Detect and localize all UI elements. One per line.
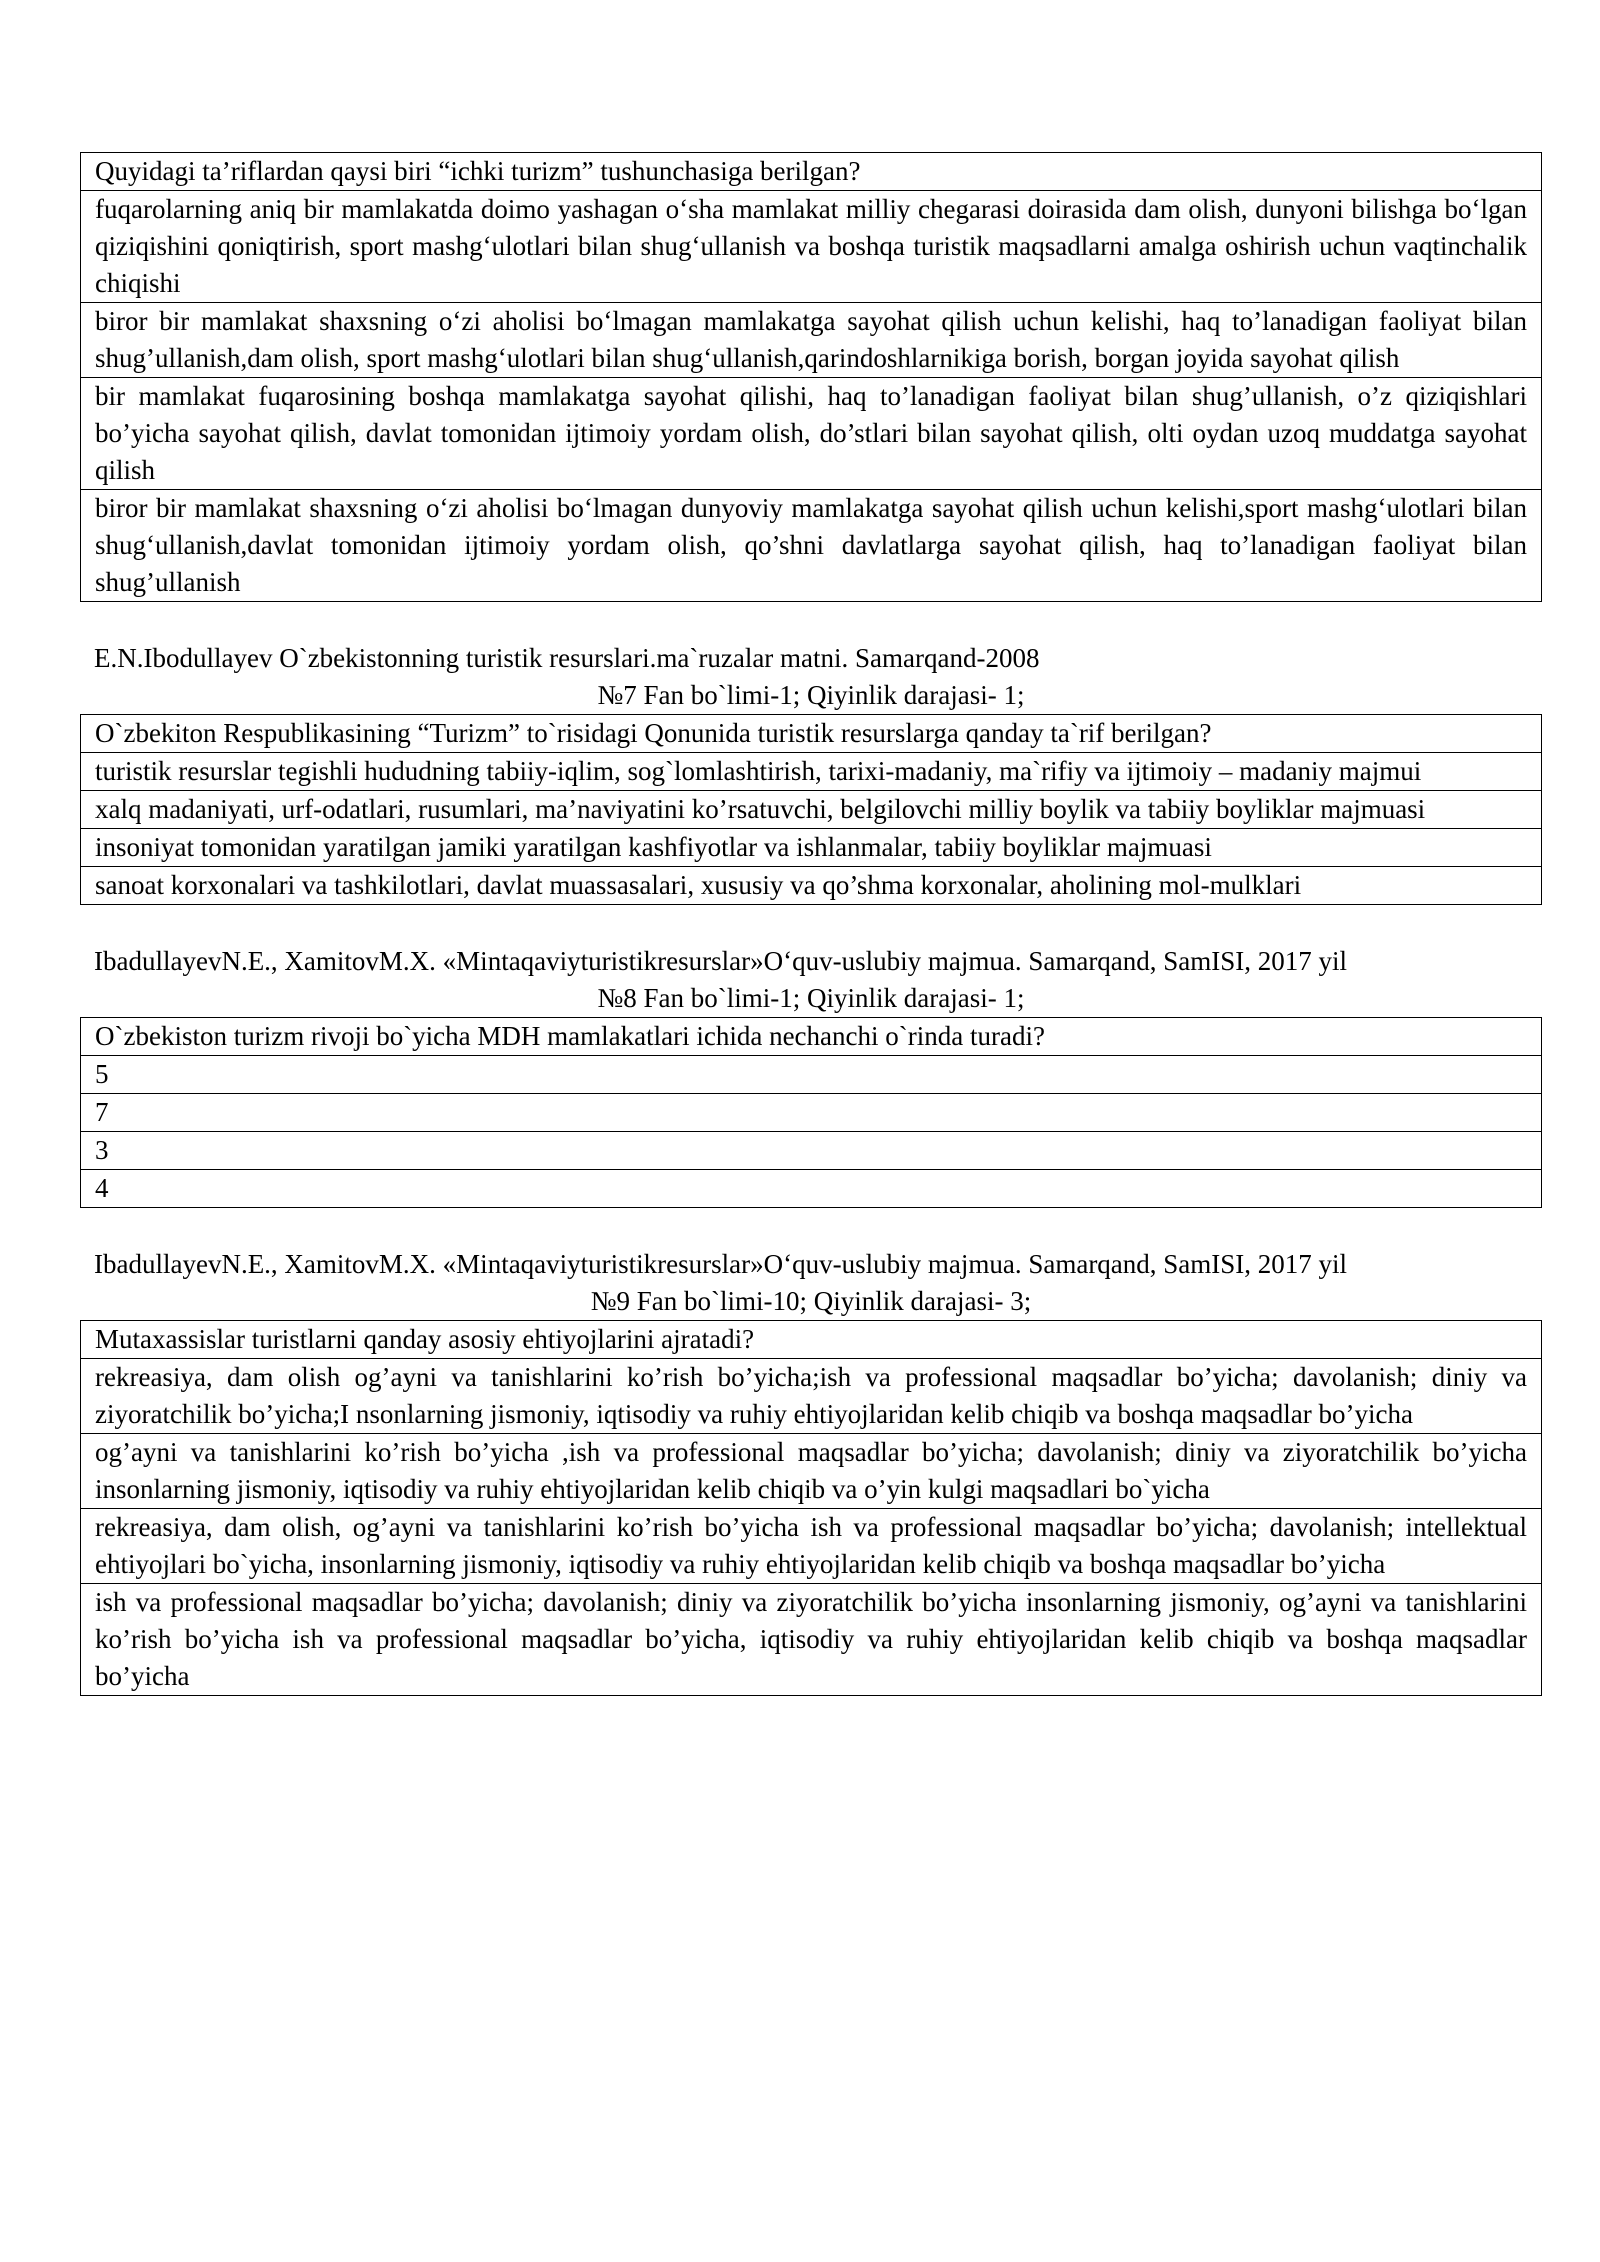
question-text: Quyidagi ta’riflardan qaysi biri “ichki turizm” tushunchasiga berilgan? [81, 153, 1542, 191]
question-row [81, 715, 1542, 753]
question-table-9 [80, 1320, 1542, 1696]
question-row [81, 1321, 1542, 1359]
answer-row [81, 378, 1542, 490]
answer-row [81, 753, 1542, 791]
answer-row [81, 1132, 1542, 1170]
source-reference-7: E.N.Ibodullayev O`zbekistonning turistik resurslari.ma`ruzalar matni. Samarqand-2008 [94, 643, 1040, 673]
answer-row [81, 1359, 1542, 1434]
answer-row [81, 829, 1542, 867]
answer-option-4: ish va professional maqsadlar bo’yicha; davolanish; diniy va ziyoratchilik bo’yicha insonlarning jismoniy, og’ayni va tanishlarini ko’rish bo’yicha ish va professional maqsadlar bo’yicha, iqtisodiy va ruhiy ehtiyojlaridan kelib chiqib va boshqa maqsadlar bo’yicha [81, 1584, 1542, 1696]
answer-row [81, 1584, 1542, 1696]
answer-option-2: biror bir mamlakat shaxsning o‘zi aholisi bo‘lmagan mamlakatga sayohat qilish uchun kelishi, haq to’lanadigan faoliyat bilan shug’ullanish,dam olish, sport mashg‘ulotlari bilan shug‘ullanish,qarindoshlarnikiga borish, borgan joyida sayohat qilish [81, 303, 1542, 378]
answer-option-1: fuqarolarning aniq bir mamlakatda doimo yashagan o‘sha mamlakat milliy chegarasi doirasida dam olish, dunyoni bilishga bo‘lgan qiziqishini qoniqtirish, sport mashg‘ulotlari bilan shug‘ullanish va boshqa turistik maqsadlarni amalga oshirish uchun vaqtinchalik chiqishi [81, 191, 1542, 303]
answer-row [81, 1170, 1542, 1208]
question-table-8 [80, 1017, 1542, 1208]
answer-option-3: 3 [81, 1132, 1542, 1170]
answer-option-2: xalq madaniyati, urf-odatlari, rusumlari, ma’naviyatini ko’rsatuvchi, belgilovchi milliy boylik va tabiiy boyliklar majmuasi [81, 791, 1542, 829]
answer-option-2: 7 [81, 1094, 1542, 1132]
answer-row [81, 1434, 1542, 1509]
answer-option-3: insoniyat tomonidan yaratilgan jamiki yaratilgan kashfiyotlar va ishlanmalar, tabiiy boyliklar majmuasi [81, 829, 1542, 867]
answer-option-1: rekreasiya, dam olish og’ayni va tanishlarini ko’rish bo’yicha;ish va professional maqsadlar bo’yicha; davolanish; diniy va ziyoratchilik bo’yicha;I nsonlarning jismoniy, iqtisodiy va ruhiy ehtiyojlaridan kelib chiqib va boshqa maqsadlar bo’yicha [81, 1359, 1542, 1434]
question-row [81, 153, 1542, 191]
question-header-7: №7 Fan bo`limi-1; Qiyinlik darajasi- 1; [597, 680, 1025, 710]
answer-option-4: sanoat korxonalari va tashkilotlari, davlat muassasalari, xususiy va qo’shma korxonalar, aholining mol-mulklari [81, 867, 1542, 905]
answer-row [81, 791, 1542, 829]
answer-row [81, 303, 1542, 378]
answer-option-1: 5 [81, 1056, 1542, 1094]
answer-option-2: og’ayni va tanishlarini ko’rish bo’yicha ,ish va professional maqsadlar bo’yicha; davolanish; diniy va ziyoratchilik bo’yicha insonlarning jismoniy, iqtisodiy va ruhiy ehtiyojlaridan kelib chiqib va o’yin kulgi maqsadlari bo`yicha [81, 1434, 1542, 1509]
question-header-9: №9 Fan bo`limi-10; Qiyinlik darajasi- 3; [590, 1286, 1032, 1316]
answer-option-1: turistik resurslar tegishli hududning tabiiy-iqlim, sog`lomlashtirish, tarixi-madaniy, ma`rifiy va ijtimoiy – madaniy majmui [81, 753, 1542, 791]
question-row [81, 1018, 1542, 1056]
answer-row [81, 191, 1542, 303]
source-reference-8: IbadullayevN.E., XamitovM.X. «Mintaqaviyturistikresurslar»O‘quv-uslubiy majmua. Samarqand, SamISI, 2017 yil [94, 946, 1348, 976]
question-table-6 [80, 152, 1542, 602]
answer-option-3: rekreasiya, dam olish, og’ayni va tanishlarini ko’rish bo’yicha ish va professional maqsadlar bo’yicha; davolanish; intellektual ehtiyojlari bo`yicha, insonlarning jismoniy, iqtisodiy va ruhiy ehtiyojlaridan kelib chiqib va boshqa maqsadlar bo’yicha [81, 1509, 1542, 1584]
source-reference-9: IbadullayevN.E., XamitovM.X. «Mintaqaviyturistikresurslar»O‘quv-uslubiy majmua. Samarqand, SamISI, 2017 yil [94, 1249, 1348, 1279]
answer-row [81, 1094, 1542, 1132]
question-header-8: №8 Fan bo`limi-1; Qiyinlik darajasi- 1; [597, 983, 1025, 1013]
answer-row [81, 1509, 1542, 1584]
document-page [80, 152, 1542, 1696]
question-text: O`zbekiton Respublikasining “Turizm” to`risidagi Qonunida turistik resurslarga qanday ta`rif berilgan? [81, 715, 1542, 753]
question-text: O`zbekiston turizm rivoji bo`yicha MDH mamlakatlari ichida nechanchi o`rinda turadi? [81, 1018, 1542, 1056]
answer-option-3: bir mamlakat fuqarosining boshqa mamlakatga sayohat qilishi, haq to’lanadigan faoliyat bilan shug’ullanish, o’z qiziqishlari bo’yicha sayohat qilish, davlat tomonidan ijtimoiy yordam olish, do’stlari bilan sayohat qilish, olti oydan uzoq muddatga sayohat qilish [81, 378, 1542, 490]
question-table-7 [80, 714, 1542, 905]
answer-option-4: 4 [81, 1170, 1542, 1208]
answer-row [81, 490, 1542, 602]
question-text: Mutaxassislar turistlarni qanday asosiy ehtiyojlarini ajratadi? [81, 1321, 1542, 1359]
answer-option-4: biror bir mamlakat shaxsning o‘zi aholisi bo‘lmagan dunyoviy mamlakatga sayohat qilish uchun kelishi,sport mashg‘ulotlari bilan shug‘ullanish,davlat tomonidan ijtimoiy yordam olish, qo’shni davlatlarga sayohat qilish, haq to’lanadigan faoliyat bilan shug’ullanish [81, 490, 1542, 602]
answer-row [81, 1056, 1542, 1094]
answer-row [81, 867, 1542, 905]
